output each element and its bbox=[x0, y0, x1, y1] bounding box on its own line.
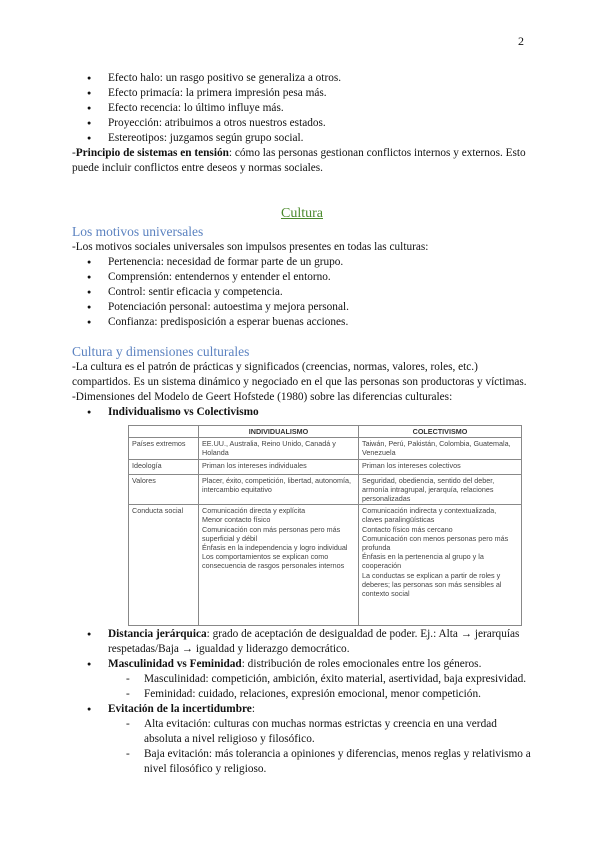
list-item: ● Distancia jerárquica: grado de aceptación de desigualdad de poder. Ej.: Alta → jerarquías respetadas/Baja → igualdad y liderazgo democrático. bbox=[72, 627, 532, 657]
list-item: ● Confianza: predisposición a esperar buenas acciones. bbox=[72, 315, 532, 330]
bullet-individualismo: Individualismo vs Colectivismo bbox=[108, 406, 259, 418]
sub-item: - Alta evitación: culturas con muchas normas estrictas y creencia en una verdad absoluta a nivel religioso y filosófico. bbox=[72, 717, 532, 747]
heading-motivos: Los motivos universales bbox=[72, 224, 204, 239]
list-item: ● Efecto recencia: lo último influye más. bbox=[72, 101, 532, 116]
header-individualismo: INDIVIDUALISMO bbox=[199, 426, 359, 438]
principle-paragraph: -Principio de sistemas en tensión: cómo las personas gestionan conflictos internos y externos. Esto puede incluir conflictos entre deseos y normas sociales. bbox=[72, 147, 526, 174]
table-row: Países extremos EE.UU., Australia, Reino Unido, Canadá y Holanda Taiwán, Perú, Pakistán, Colombia, Guatemala, Venezuela bbox=[129, 438, 522, 459]
list-item: ● Efecto primacía: la primera impresión pesa más. bbox=[72, 86, 532, 101]
principle-text: : cómo las personas gestionan conflictos internos y externos. Esto puede incluir conflictos entre deseos y normas sociales. bbox=[72, 147, 526, 174]
list-item: ● Pertenencia: necesidad de formar parte de un grupo. bbox=[72, 255, 532, 270]
cultura-block bbox=[72, 205, 532, 420]
intro-block bbox=[72, 71, 532, 176]
dimensions-block bbox=[72, 627, 532, 777]
list-item: ● Potenciación personal: autoestima y mejora personal. bbox=[72, 300, 532, 315]
list-item: ● Masculinidad vs Feminidad: distribución de roles emocionales entre los géneros. bbox=[72, 657, 532, 672]
table-header-row bbox=[129, 426, 522, 438]
list-item: ● Efecto halo: un rasgo positivo se generaliza a otros. bbox=[72, 71, 532, 86]
heading-dimensiones: Cultura y dimensiones culturales bbox=[72, 344, 250, 359]
list-item: ● Proyección: atribuimos a otros nuestros estados. bbox=[72, 116, 532, 131]
sub-item: - Feminidad: cuidado, relaciones, expresión emocional, menor competición. bbox=[72, 687, 532, 702]
list-item: ● Estereotipos: juzgamos según grupo social. bbox=[72, 131, 532, 146]
list-item: ● Control: sentir eficacia y competencia. bbox=[72, 285, 532, 300]
dimensiones-p1: -La cultura es el patrón de prácticas y significados (creencias, normas, valores, roles, etc.) compartidos. Es un sistema dinámico y negociado en el que las personas son productoras y víctimas. bbox=[72, 361, 527, 388]
list-item: ● Evitación de la incertidumbre: bbox=[72, 702, 532, 717]
motivos-intro: -Los motivos sociales universales son impulsos presentes en todas las culturas: bbox=[72, 241, 429, 253]
hofstede-table bbox=[128, 425, 522, 626]
page-number: 2 bbox=[518, 34, 524, 48]
header-colectivismo: COLECTIVISMO bbox=[359, 426, 522, 438]
section-title: Cultura bbox=[281, 206, 323, 221]
list-item: ● Comprensión: entendernos y entender el entorno. bbox=[72, 270, 532, 285]
dimensiones-p2: -Dimensiones del Modelo de Geert Hofstede (1980) sobre las diferencias culturales: bbox=[72, 391, 453, 403]
table-row: Valores Placer, éxito, competición, libertad, autonomía, intercambio equitativo Seguridad, obediencia, sentido del deber, armonía intragrupal, jerarquía, relaciones personalizadas bbox=[129, 474, 522, 505]
sub-item: - Masculinidad: competición, ambición, éxito material, asertividad, baja expresividad. bbox=[72, 672, 532, 687]
table-row: Ideología Priman los intereses individuales Priman los intereses colectivos bbox=[129, 459, 522, 474]
principle-term: Principio de sistemas en tensión bbox=[75, 147, 229, 159]
table-row: Conducta social Comunicación directa y explícita Menor contacto físico Comunicación con más personas pero más superficial y débil Énfasis en la independencia y logro individual Los comportamientos se explican como consecuencia de rasgos personales internos Comunicación indirecta y contextualizada, claves paralingüísticas Contacto físico más cercano Comunicación con menos personas pero más profunda Énfasis en la pertenencia al grupo y la cooperación La conductas se explican a partir de roles y deberes; las personas son más sensibles al contexto social bbox=[129, 505, 522, 626]
sub-item: - Baja evitación: más tolerancia a opiniones y diferencias, menos reglas y relativismo a nivel filosófico y religioso. bbox=[72, 747, 532, 777]
